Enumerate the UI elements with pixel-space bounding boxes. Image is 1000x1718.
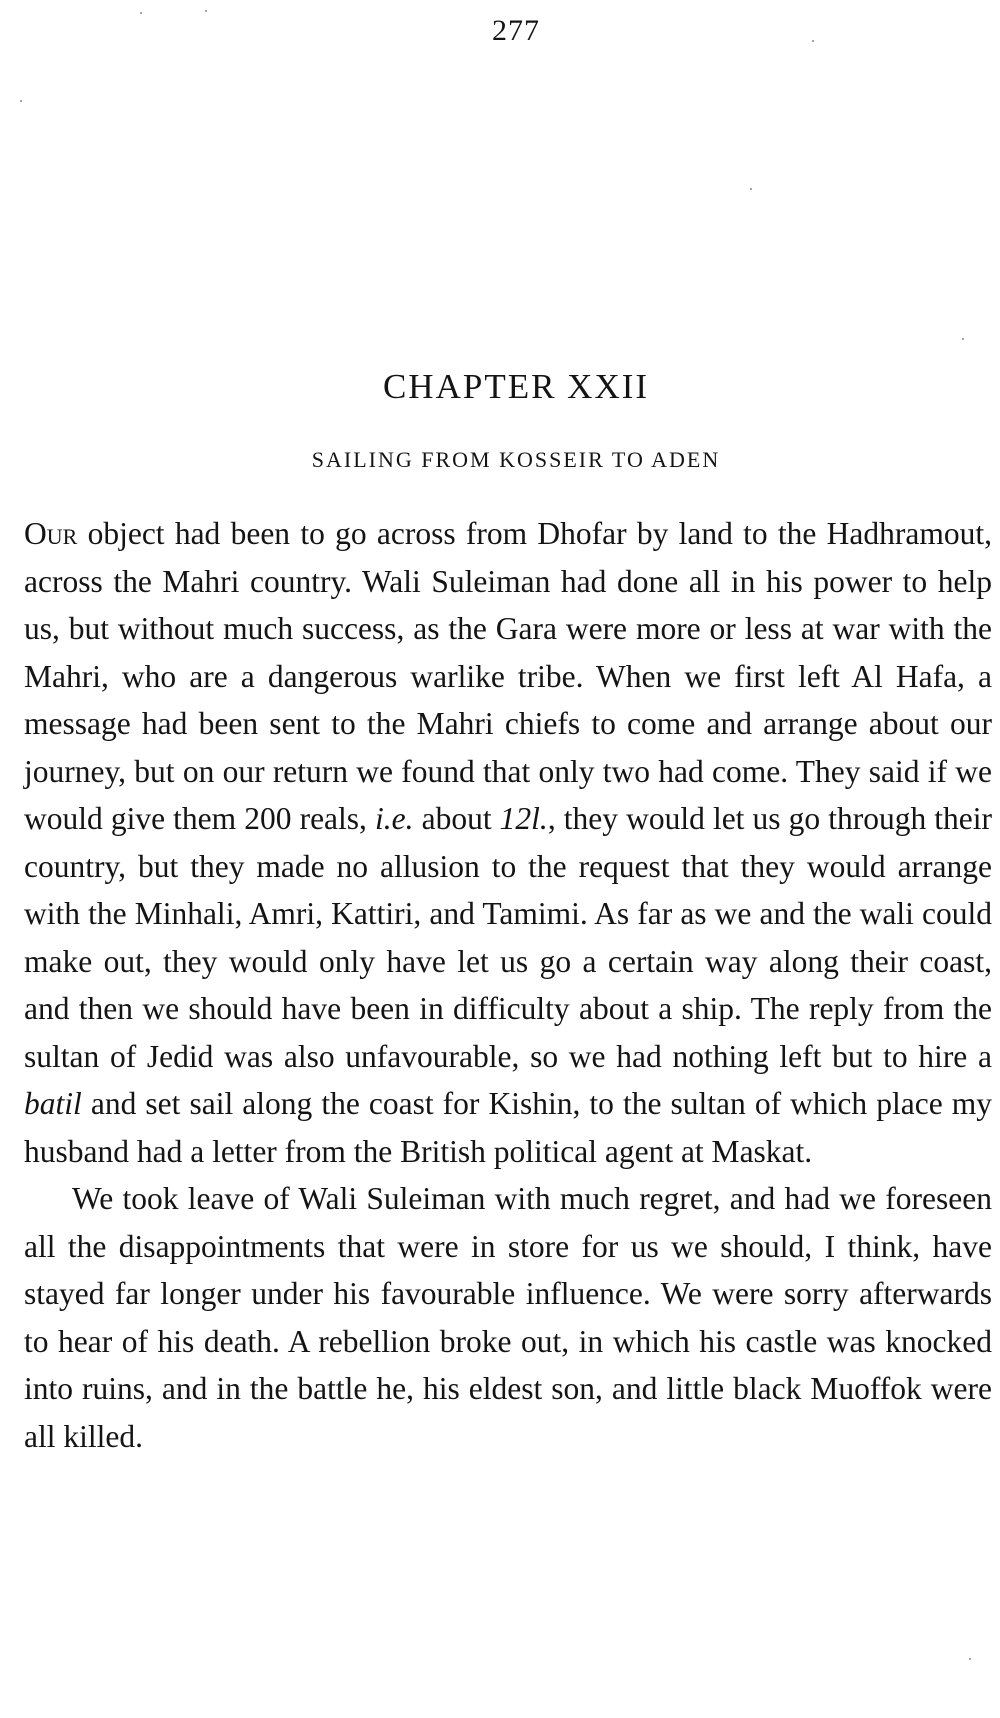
chapter-subtitle: SAILING FROM KOSSEIR TO ADEN <box>311 447 721 472</box>
paragraph-text-run: object had been to go across from Dhofar by land to the Hadhramout, across the Mahri country. Wali Suleiman had done all in his power to help us, but without much success, as the Gara were more or less at war with the Mahri, who are a dangerous warlike tribe. When we first left Al Hafa, a message had been sent to the Mahri chiefs to come and arrange about our journey, but on our return we found that only two had come. They said if we would give them 200 reals, <box>24 516 992 836</box>
scan-speck <box>812 40 814 42</box>
page-number: 277 <box>492 14 540 47</box>
paragraph-text-run: , they would let us go through their country, but they made no allusion to the request that they would arrange with the Minhali, Amri, Kattiri, and Tamimi. As far as we and the wali could make out, they would only have let us go a certain way along their coast, and then we should have been in difficulty about a ship. The reply from the sultan of Jedid was also unfavourable, so we had nothing left but to hire a <box>24 801 993 1074</box>
paragraph-italic-run: i.e. <box>375 801 414 836</box>
paragraph-italic-run: 12l. <box>499 801 548 836</box>
paragraph-text-run: about <box>413 801 500 836</box>
paragraph-italic-run: batil <box>24 1086 82 1121</box>
paragraph-text-run: and set sail along the coast for Kishin, to the sultan of which place my husband had a letter from the British political agent at Maskat. <box>24 1086 992 1169</box>
chapter-title: CHAPTER XXII <box>382 367 650 406</box>
paragraph-1 <box>24 510 992 1175</box>
paragraph-2 <box>24 1175 992 1460</box>
paragraph-text-run: We took leave of Wali Suleiman with much regret, and had we foreseen all the disappointments that were in store for us we should, I think, have stayed far longer under his favourable influence. We were sorry afterwards to hear of his death. A rebellion broke out, in which his castle was knocked into ruins, and in the battle he, his eldest son, and little black Muoffok were all killed. <box>24 1181 992 1454</box>
scan-speck <box>969 1658 971 1660</box>
body-text <box>24 510 992 1460</box>
scan-speck <box>962 338 964 340</box>
scan-speck <box>140 12 142 14</box>
scan-speck <box>750 188 752 190</box>
paragraph-lead-word: Our <box>24 516 78 551</box>
scan-speck <box>20 100 22 102</box>
scan-speck <box>205 10 207 12</box>
